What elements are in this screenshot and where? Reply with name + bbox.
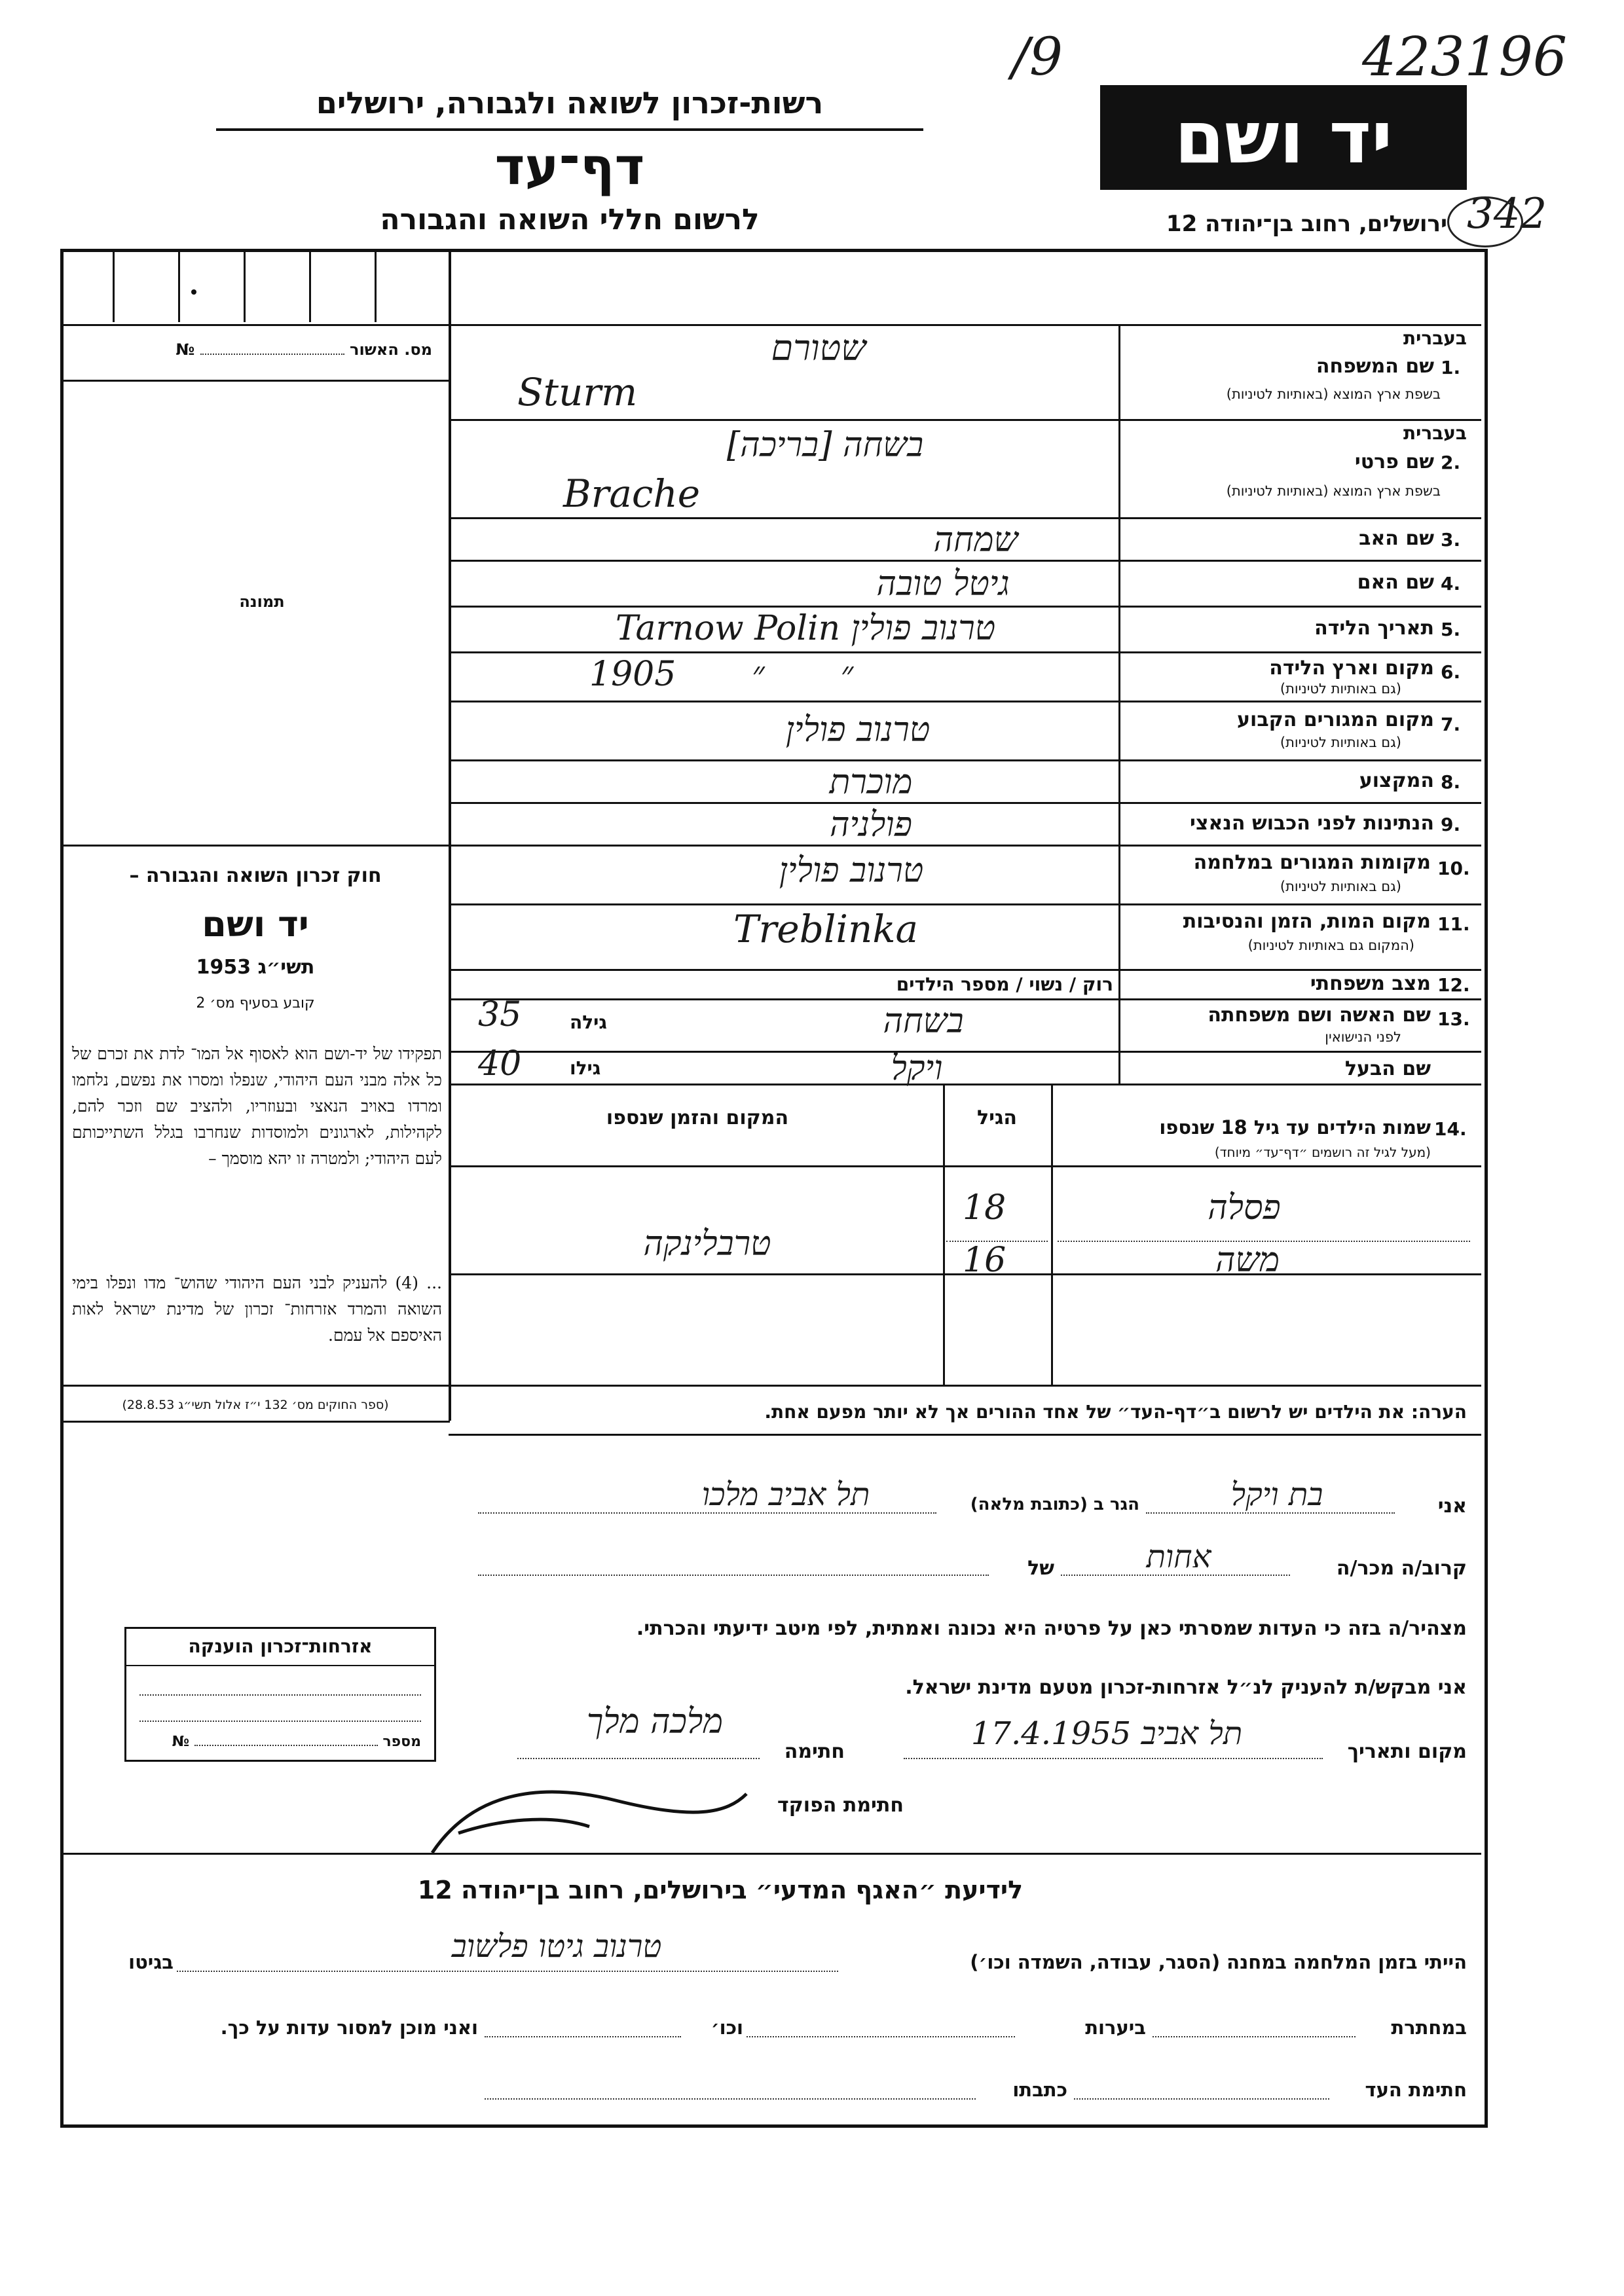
field-1-number: 1. bbox=[1441, 357, 1461, 378]
field-5-label: תאריך הלידה bbox=[1314, 617, 1434, 640]
field-6-value: 1905 ״ ״ bbox=[589, 655, 854, 694]
declaration-relation-label: קרוב/ה מכר/ה bbox=[1336, 1557, 1467, 1580]
bottom-title: לידיעת ״האגף המדעי״ בירושלים, רחוב בן־יהודה 12 bbox=[417, 1876, 1024, 1904]
field-2-sub: בשפת ארץ המוצא (באותיות לטיניות) bbox=[1226, 483, 1441, 499]
children-label: שמות הילדים עד גיל 18 שנספו bbox=[1159, 1116, 1431, 1139]
field-10-number: 10. bbox=[1437, 858, 1470, 879]
place-date-value: תל אביב 17.4.1955 bbox=[970, 1715, 1243, 1752]
field-11-sub: (המקום גם באותיות לטיניות) bbox=[1247, 938, 1414, 953]
child-2-age: 16 bbox=[963, 1241, 1006, 1280]
field-9-value: פולניה bbox=[830, 805, 912, 845]
field-3-number: 3. bbox=[1441, 529, 1461, 551]
field-10-value: טרנוב פולין bbox=[779, 851, 924, 890]
id-boxes bbox=[64, 250, 447, 322]
address: ירושלים, רחוב בן־יהודה 12 bbox=[1166, 211, 1447, 237]
field-11-number: 11. bbox=[1437, 913, 1470, 935]
field-13-label: שם האשה ושם משפחתה bbox=[1208, 1004, 1431, 1027]
field-2-number: 2. bbox=[1441, 452, 1461, 473]
field-10-sub: (גם באותיות לטיניות) bbox=[1280, 879, 1401, 894]
husband-age-label: גילו bbox=[570, 1057, 601, 1079]
authority-title: רשות-זכרון לשואה ולגבורה, ירושלים bbox=[316, 85, 824, 120]
field-6-number: 6. bbox=[1441, 661, 1461, 683]
field-8-label: המקצוע bbox=[1359, 769, 1434, 792]
bottom-ghetto-label: בגיטו bbox=[128, 1951, 174, 1973]
officer-signature-label: חתימת הפוקד bbox=[777, 1794, 904, 1817]
field-6-sub: (גם באותיות לטיניות) bbox=[1280, 681, 1401, 697]
field-2-hint: בעברית bbox=[1403, 422, 1467, 444]
field-11-value: Treblinka bbox=[733, 907, 919, 951]
husband-value: ויקל bbox=[891, 1049, 943, 1088]
field-1-hint: בעברית bbox=[1403, 327, 1467, 349]
field-1-label: שם המשפחה bbox=[1316, 355, 1434, 378]
law-text: תפקידו של יד-ושם הוא לאסוף אל המו־ לדת את זכרם של כל אלה מבני העם היהודי, שנפלו ומסרו את נפשם, נלחמו ומרדו באויב הנאצי ובעוזריו, ולהציב שם וזכר להם, לקהילות, לארגונים ולמוסדות שנחרבו בגלל השתייכותם לעם היהודי; ולמטרה זו יהא מוסמך – bbox=[72, 1044, 442, 1168]
bottom-witness-signature-label: חתימת העד bbox=[1365, 2079, 1467, 2101]
field-13-number: 13. bbox=[1437, 1008, 1470, 1030]
declaration-relation-value: אחות bbox=[1146, 1539, 1211, 1575]
citizenship-number-suffix: № bbox=[172, 1734, 190, 1750]
approval-label: מס. האשור № bbox=[175, 340, 432, 359]
law-clause: קובע בסעיף מס׳ 2 bbox=[196, 995, 315, 1011]
place-date-label: מקום ותאריך bbox=[1347, 1740, 1467, 1763]
signature-label: חתימה bbox=[784, 1740, 845, 1763]
field-8-value: מוכרת bbox=[829, 763, 913, 802]
bottom-address-label: כתבתו bbox=[1012, 2079, 1067, 2101]
field-4-value: גיטל טובה bbox=[876, 564, 1010, 604]
field-7-value: טרנוב פולין bbox=[785, 710, 931, 750]
form-title: דף־עד bbox=[494, 137, 645, 196]
bottom-forest-label: ביערות bbox=[1085, 2016, 1146, 2039]
declaration-request: אני מבקש/ת להעניק לנ״ל אזרחות-זכרון מטעם מדינת ישראל. bbox=[905, 1676, 1467, 1699]
declaration-of-label: של bbox=[1027, 1557, 1054, 1580]
husband-age-value: 40 bbox=[478, 1044, 522, 1084]
bottom-ready-label: ואני מוכן למסור עדות על כך. bbox=[220, 2016, 478, 2039]
yad-vashem-logo: יד ושם bbox=[1100, 85, 1467, 190]
children-place-header: המקום והזמן שנספו bbox=[606, 1106, 789, 1129]
field-1-value-latin: Sturm bbox=[517, 370, 638, 414]
children-age-header: הגיל bbox=[977, 1106, 1017, 1129]
child-1-name: פסלה bbox=[1208, 1188, 1281, 1228]
declaration-living-value: תל אביב מלכו bbox=[701, 1476, 870, 1513]
law-reference: (ספר החוקים מס׳ 132 י״ז אלול תשי״ג 28.8.53) bbox=[122, 1398, 389, 1412]
bottom-etc-label: וכו׳ bbox=[710, 2016, 743, 2039]
bottom-hiding-label: במחתרת bbox=[1391, 2016, 1467, 2039]
child-1-age: 18 bbox=[963, 1188, 1006, 1228]
file-number: 423196 bbox=[1362, 26, 1568, 88]
field-12-number: 12. bbox=[1437, 974, 1470, 996]
child-1-place: טרבלינקה bbox=[643, 1224, 771, 1264]
field-5-value: טרנוב פולין Tarnow Polin bbox=[615, 609, 996, 648]
husband-label: שם הבעל bbox=[1344, 1057, 1431, 1080]
citizenship-number-label: מספר bbox=[382, 1734, 421, 1750]
circle-mark: 342 bbox=[1467, 190, 1547, 238]
bottom-camp-label: הייתי בזמן המלחמה במחנה (הסגר, עבודה, השמדה וכו׳) bbox=[970, 1951, 1467, 1973]
citizenship-box bbox=[124, 1627, 436, 1762]
field-10-label: מקומות המגורים במלחמה bbox=[1193, 851, 1431, 874]
field-12-label: מצב משפחתי bbox=[1310, 972, 1431, 995]
declaration-i-label: אני bbox=[1437, 1495, 1467, 1518]
declaration-i-value: בת ויקל bbox=[1230, 1476, 1323, 1513]
field-4-label: שם האם bbox=[1357, 571, 1434, 594]
declaration-living-label: הגר ב (כתובת מלאה) bbox=[970, 1495, 1139, 1514]
field-9-number: 9. bbox=[1441, 814, 1461, 835]
field-11-label: מקום המות, הזמן והנסיבות bbox=[1183, 910, 1431, 933]
field-12-options: רוק / נשוי / מספר הילדים bbox=[896, 974, 1113, 995]
photo-label: תמונה bbox=[239, 592, 285, 611]
page-mark: /9 bbox=[1012, 26, 1063, 87]
circle-mark-ring bbox=[1447, 196, 1523, 247]
field-4-number: 4. bbox=[1441, 573, 1461, 594]
field-3-label: שם האב bbox=[1359, 527, 1434, 550]
declaration-statement: מצהיר/ה בזה כי העדות שמסרתי כאן על פרטיה היא נכונה ואמתית, לפי מיטב ידיעתי והכרתי. bbox=[636, 1617, 1467, 1640]
field-9-label: הנתינות לפני הכבוש הנאצי bbox=[1190, 812, 1434, 835]
child-2-name: משה bbox=[1215, 1241, 1280, 1280]
field-13-sub: לפני הנישואין bbox=[1325, 1029, 1401, 1045]
law-title: חוק זכרון השואה והגבורה – bbox=[129, 864, 382, 887]
field-1-value-hebrew: שטורם bbox=[771, 327, 866, 369]
children-number: 14. bbox=[1434, 1118, 1467, 1140]
children-sub: (מעל לגיל זה רושמים ״דף־עד״ מיוחד) bbox=[1214, 1144, 1431, 1160]
field-6-label: מקום וארץ הלידה bbox=[1269, 657, 1434, 680]
field-7-label: מקום המגורים הקבוע bbox=[1237, 708, 1434, 731]
field-1-sub: בשפת ארץ המוצא (באותיות לטיניות) bbox=[1226, 386, 1441, 402]
field-7-sub: (גם באותיות לטיניות) bbox=[1280, 735, 1401, 750]
field-8-number: 8. bbox=[1441, 771, 1461, 793]
law-text-2: ... (4) להעניק לבני העם היהודי שהוש־ מדו ונפלו בימי השואה והמרד אזרחות־ זכרון של מדינת ישראל לאות האיספם אל עמם. bbox=[72, 1273, 442, 1345]
field-13-age-label: גילה bbox=[570, 1011, 607, 1033]
field-13-age-value: 35 bbox=[478, 995, 522, 1034]
field-2-value-latin: Brachе bbox=[563, 471, 701, 516]
officer-signature-scribble bbox=[419, 1755, 760, 1872]
field-2-label: שם פרטי bbox=[1354, 450, 1434, 473]
field-7-number: 7. bbox=[1441, 714, 1461, 735]
field-3-value: שמחה bbox=[933, 520, 1018, 560]
field-2-value-hebrew: בשחה [בריכה] bbox=[726, 426, 924, 465]
field-5-number: 5. bbox=[1441, 619, 1461, 640]
law-year: תשי״ג 1953 bbox=[196, 956, 315, 979]
law-name: יד ושם bbox=[202, 903, 309, 945]
children-note: הערה: את הילדים יש לרשום ב״דף-העד״ של אחד ההורים אך לא יותר מפעם אחת. bbox=[764, 1401, 1467, 1423]
citizenship-title: אזרחות־זכרון הוענקה bbox=[188, 1635, 373, 1657]
field-13-value: בשחה bbox=[883, 1002, 964, 1041]
form-subtitle: לרשום חללי השואה והגבורה bbox=[380, 203, 760, 236]
signature-value: מלכה מלך bbox=[586, 1702, 724, 1741]
bottom-camp-value: טרנוב גיטו פלשוב bbox=[451, 1928, 662, 1965]
